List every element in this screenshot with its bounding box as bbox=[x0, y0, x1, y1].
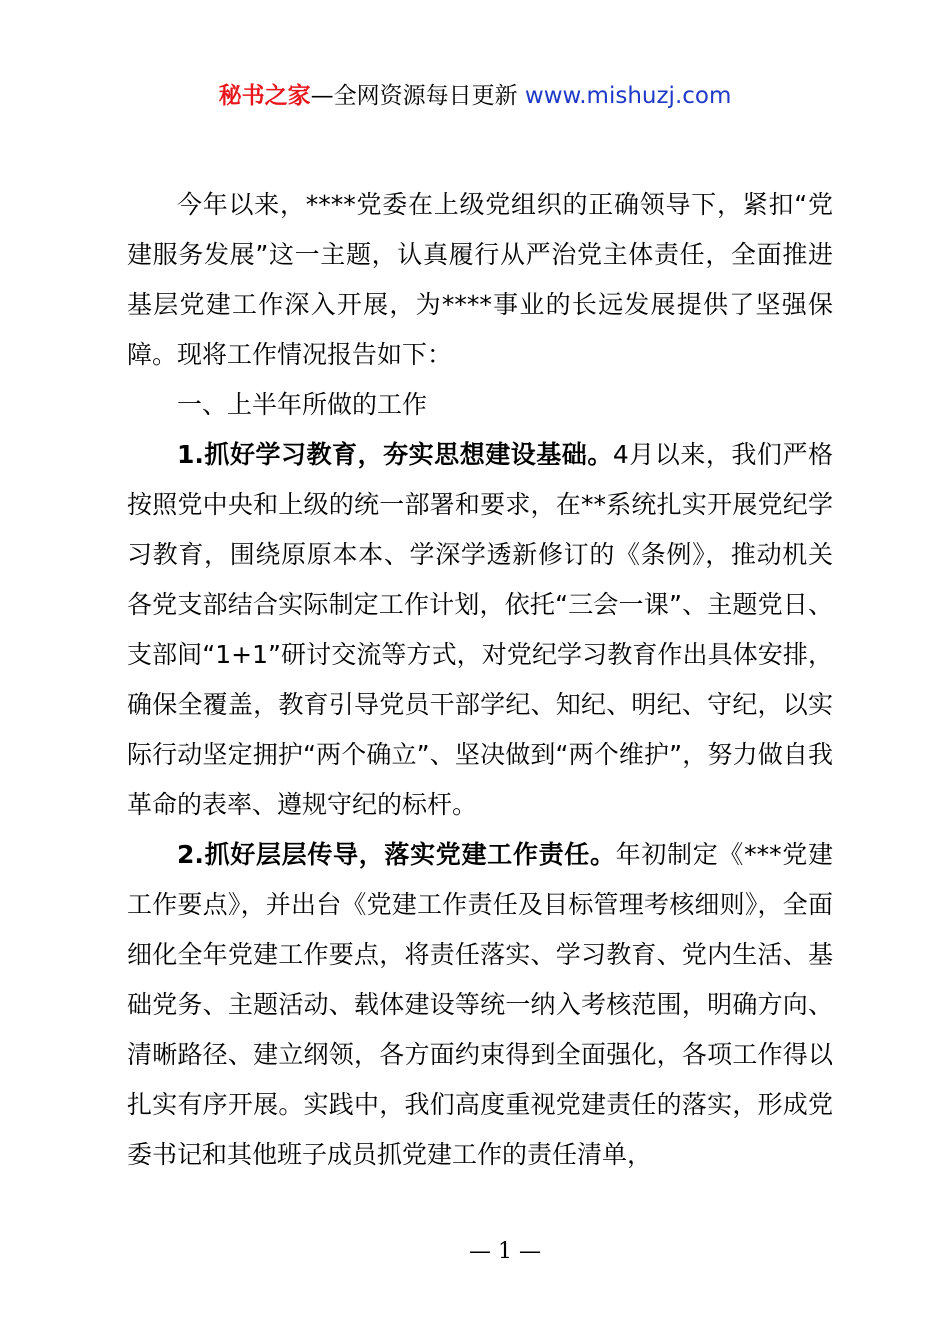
item-1-heading: 1.抓好学习教育，夯实思想建设基础。 bbox=[177, 440, 613, 469]
site-url-link[interactable]: www.mishuzj.com bbox=[524, 83, 732, 109]
intro-paragraph: 今年以来，****党委在上级党组织的正确领导下，紧扣“党建服务发展”这一主题，认真履行从严治党主体责任，全面推进基层党建工作深入开展，为****事业的长远发展提供了坚强保障。现将工作情况报告如下： bbox=[127, 190, 833, 369]
item-2-heading: 2.抓好层层传导，落实党建工作责任。 bbox=[177, 840, 616, 869]
site-banner bbox=[0, 78, 950, 114]
section-heading: 一、上半年所做的工作 bbox=[177, 390, 428, 419]
item-1-body: 4月以来，我们严格按照党中央和上级的统一部署和要求，在**系统扎实开展党纪学习教育，围绕原原本本、学深学透新修订的《条例》，推动机关各党支部结合实际制定工作计划，依托“三会一课”、主题党日、支部间“1+1”研讨交流等方式，对党纪学习教育作出具体安排，确保全覆盖，教育引导党员干部学纪、知纪、明纪、守纪，以实际行动坚定拥护“两个确立”、坚决做到“两个维护”，努力做自我革命的表率、遵规守纪的标杆。 bbox=[127, 440, 833, 819]
item-2-body: 年初制定《***党建工作要点》，并出台《党建工作责任及目标管理考核细则》，全面细化全年党建工作要点，将责任落实、学习教育、党内生活、基础党务、主题活动、载体建设等统一纳入考核范围，明确方向、清晰路径、建立纲领，各方面约束得到全面强化，各项工作得以扎实有序开展。实践中，我们高度重视党建责任的落实，形成党委书记和其他班子成员抓党建工作的责任清单， bbox=[127, 840, 833, 1169]
item-2-paragraph bbox=[127, 830, 833, 1180]
document-body bbox=[127, 180, 833, 1180]
item-1-paragraph bbox=[127, 430, 833, 830]
brand-name: 秘书之家 bbox=[218, 83, 311, 109]
banner-slogan: —全网资源每日更新 bbox=[310, 83, 518, 109]
page-number: — 1 — bbox=[469, 1239, 541, 1264]
